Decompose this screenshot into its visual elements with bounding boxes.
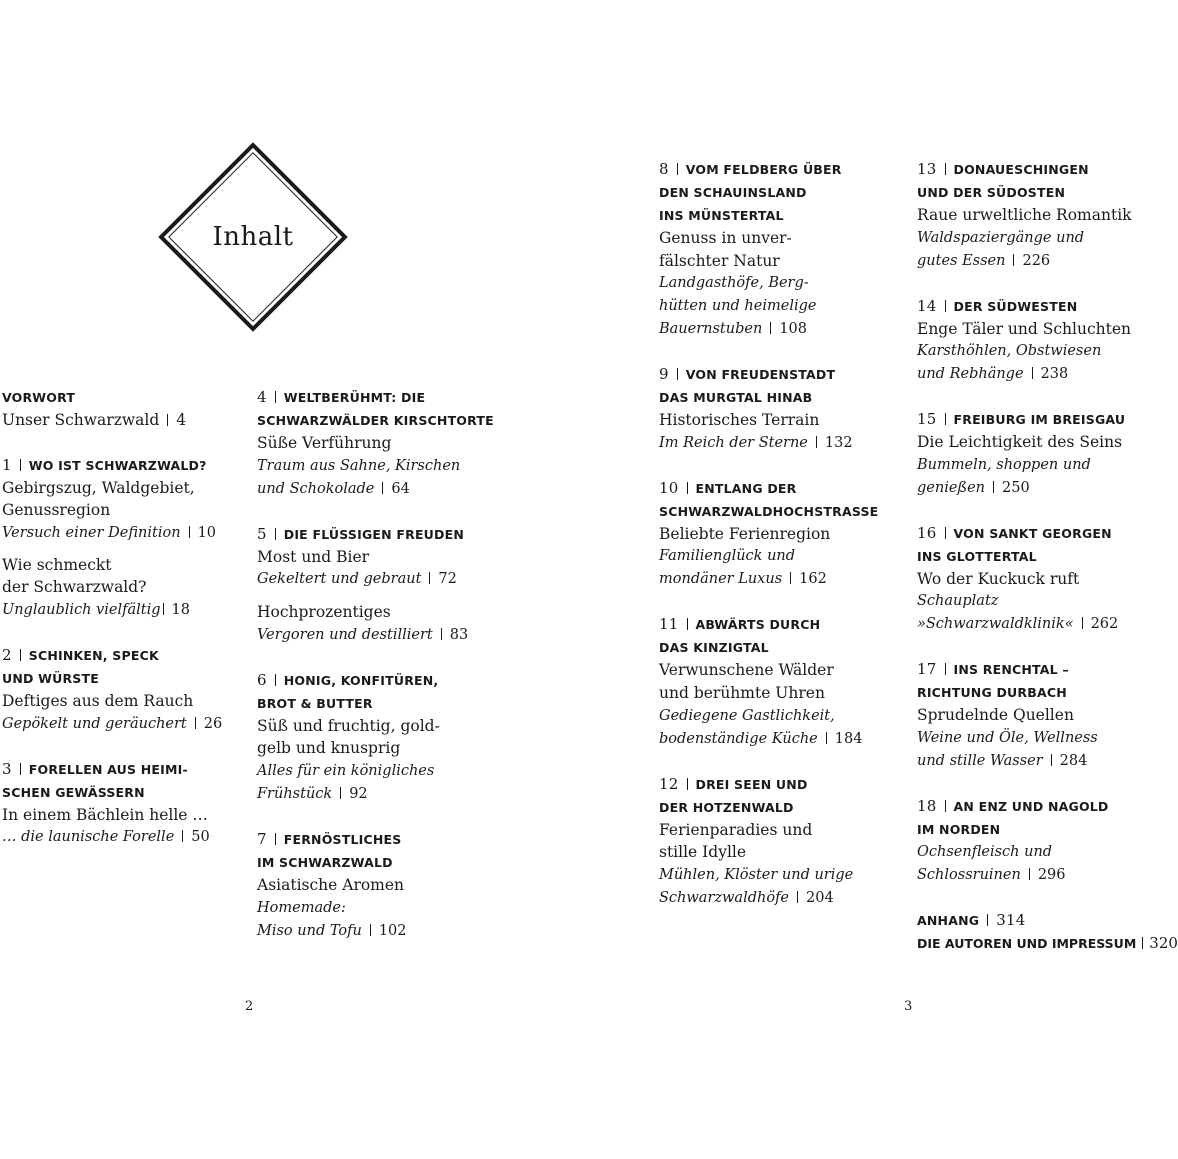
- entry-title: Wo der Kuckuck ruft: [917, 569, 1080, 588]
- entry-heading: 14 DER SÜDWESTEN: [917, 296, 1078, 315]
- entry-heading: 12 DREI SEEN UND: [659, 774, 808, 793]
- toc-entry-8[interactable]: [659, 158, 878, 341]
- entry-title: Most und Bier: [257, 547, 370, 566]
- entry-title: Raue urweltliche Romantik: [917, 206, 1132, 224]
- toc-entry-13[interactable]: [917, 158, 1178, 273]
- entry-heading: IM SCHWARZWALD: [257, 854, 393, 870]
- entry-subtitle-line: Schlossruinen 296: [917, 866, 1066, 883]
- entry-title: fälschter Natur: [659, 251, 780, 270]
- page-number: 262: [1090, 616, 1119, 633]
- entry-heading: 8 VOM FELDBERG ÜBER: [659, 160, 842, 178]
- entry-subtitle-line: Vergoren und destilliert 83: [257, 626, 469, 643]
- toc-entry-1[interactable]: [2, 454, 222, 545]
- entry-heading: ANHANG 314: [917, 910, 1026, 929]
- entry-title: Historisches Terrain: [659, 411, 820, 430]
- entry-title: Wie schmeckt: [2, 555, 112, 574]
- entry-heading: RICHTUNG DURBACH: [917, 685, 1067, 701]
- entry-heading: INS GLOTTERTAL: [917, 548, 1037, 564]
- separator-bar: [429, 572, 430, 584]
- separator-bar: [195, 717, 196, 729]
- toc-entry-11[interactable]: [659, 613, 878, 750]
- entry-title: Asiatische Aromen: [257, 875, 405, 894]
- separator-bar: [770, 322, 771, 334]
- page-number: 102: [378, 922, 407, 939]
- separator-bar: [1051, 754, 1052, 766]
- entry-subtitle-line: Bauernstuben 108: [659, 321, 807, 338]
- entry-subtitle-line: mondäner Luxus 162: [659, 571, 827, 588]
- entry-title: und berühmte Uhren: [659, 683, 825, 702]
- page-number: 250: [1002, 479, 1030, 496]
- entry-subtitle-line: Versuch einer Definition 10: [2, 524, 217, 541]
- separator-bar: [987, 914, 988, 926]
- entry-subtitle: hütten und heimelige: [659, 298, 817, 315]
- toc-entry-3[interactable]: [2, 758, 222, 850]
- separator-bar: [797, 891, 798, 903]
- page-number: 132: [824, 434, 853, 451]
- toc-entry-1b[interactable]: [2, 554, 222, 622]
- page-number: 204: [806, 889, 834, 906]
- entry-subtitle-line: Miso und Tofu 102: [257, 922, 407, 939]
- separator-bar: [677, 163, 678, 175]
- entry-subtitle-line: Schwarzwaldhöfe 204: [659, 889, 834, 906]
- toc-column-4: [917, 158, 1178, 955]
- toc-column-3: [659, 158, 878, 910]
- page-number: 64: [391, 480, 410, 497]
- entry-heading: SCHWARZWALDHOCHSTRASSE: [659, 503, 879, 519]
- page-title: Inhalt: [212, 222, 294, 252]
- separator-bar: [20, 649, 21, 661]
- page-folio-left: 2: [245, 999, 254, 1014]
- entry-title: Hochprozentiges: [257, 603, 391, 622]
- entry-subtitle-line: Im Reich der Sterne 132: [659, 434, 853, 451]
- toc-entry-4[interactable]: [257, 386, 494, 501]
- separator-bar: [945, 800, 946, 812]
- entry-heading: 6 HONIG, KONFITÜREN,: [257, 670, 439, 689]
- toc-entry-5[interactable]: [257, 523, 494, 592]
- separator-bar: [163, 603, 164, 615]
- entry-title: Genuss in unver-: [659, 229, 792, 247]
- separator-bar: [1082, 617, 1083, 629]
- page-number: 238: [1040, 366, 1069, 383]
- entry-subtitle: Familienglück und: [659, 548, 796, 565]
- entry-subtitle: Waldspaziergänge und: [917, 229, 1085, 246]
- entry-title: Gebirgszug, Waldgebiet,: [2, 478, 195, 497]
- entry-title: gelb und knusprig: [257, 739, 401, 758]
- entry-subtitle-line: Gekeltert und gebraut 72: [257, 571, 457, 588]
- separator-bar: [945, 413, 946, 425]
- separator-bar: [275, 674, 276, 686]
- entry-title-line: Unser Schwarzwald 4: [2, 411, 187, 429]
- separator-bar: [826, 732, 827, 744]
- entry-heading: DEN SCHAUINSLAND: [659, 185, 807, 200]
- entry-title: stille Idylle: [659, 843, 747, 862]
- entry-heading: SCHEN GEWÄSSERN: [2, 784, 145, 800]
- separator-bar: [945, 527, 946, 539]
- entry-title: Genussregion: [2, 501, 111, 520]
- entry-heading: VORWORT: [2, 390, 76, 405]
- page-number: 10: [197, 524, 217, 541]
- page-folio-right: 3: [904, 999, 913, 1014]
- entry-heading: UND WÜRSTE: [2, 670, 99, 686]
- toc-entry-17[interactable]: [917, 658, 1178, 773]
- entry-subtitle: Mühlen, Klöster und urige: [659, 866, 854, 883]
- toc-entry-autoren[interactable]: [917, 932, 1178, 955]
- entry-title: Sprudelnde Quellen: [917, 706, 1074, 725]
- separator-bar: [687, 482, 688, 494]
- separator-bar: [167, 414, 168, 426]
- entry-heading: DIE AUTOREN UND IMPRESSUM 320: [917, 933, 1178, 952]
- entry-subtitle-line: und stille Wasser 284: [917, 752, 1088, 769]
- page-number: 50: [191, 829, 210, 846]
- page-number: 92: [349, 785, 368, 802]
- separator-bar: [182, 830, 183, 842]
- entry-subtitle-line: genießen 250: [917, 479, 1030, 496]
- entry-heading: 11 ABWÄRTS DURCH: [659, 615, 821, 634]
- entry-title: Beliebte Ferienregion: [659, 524, 831, 543]
- entry-subtitle-line: gutes Essen 226: [917, 252, 1051, 269]
- toc-entry-9[interactable]: [659, 363, 878, 455]
- separator-bar: [1032, 367, 1033, 379]
- entry-heading: 17 INS RENCHTAL –: [917, 660, 1069, 679]
- entry-heading: 18 AN ENZ UND NAGOLD: [917, 796, 1109, 815]
- separator-bar: [382, 482, 383, 494]
- entry-subtitle: Ochsenfleisch und: [917, 843, 1053, 860]
- entry-title: Ferienparadies und: [659, 820, 813, 839]
- separator-bar: [1013, 254, 1014, 266]
- separator-bar: [189, 526, 190, 538]
- entry-heading: DER HOTZENWALD: [659, 799, 794, 815]
- separator-bar: [816, 436, 817, 448]
- entry-heading: 1 WO IST SCHWARZWALD?: [2, 455, 207, 474]
- separator-bar: [1142, 937, 1143, 949]
- separator-bar: [993, 481, 994, 493]
- entry-subtitle: Schauplatz: [917, 593, 999, 610]
- toc-entry-5b[interactable]: [257, 601, 494, 647]
- entry-title: Enge Täler und Schluchten: [917, 319, 1132, 338]
- toc-entry-10[interactable]: [659, 477, 878, 592]
- entry-title: Die Leichtigkeit des Seins: [917, 433, 1123, 452]
- separator-bar: [370, 924, 371, 936]
- toc-column-2: [257, 386, 494, 943]
- page-number: 296: [1037, 866, 1066, 883]
- page-number: 83: [449, 626, 469, 643]
- entry-subtitle-line: und Rebhänge 238: [917, 366, 1069, 383]
- toc-entry-7[interactable]: [257, 828, 494, 943]
- entry-heading: BROT & BUTTER: [257, 695, 373, 711]
- entry-title: Verwunschene Wälder: [659, 661, 834, 680]
- toc-entry-18[interactable]: [917, 795, 1178, 887]
- toc-entry-12[interactable]: [659, 773, 878, 910]
- entry-title: Süß und fruchtig, gold-: [257, 716, 440, 735]
- page-number: 162: [799, 571, 827, 588]
- entry-heading: 15 FREIBURG IM BREISGAU: [917, 410, 1126, 429]
- entry-subtitle: Gediegene Gastlichkeit,: [659, 707, 835, 724]
- entry-subtitle-line: und Schokolade 64: [257, 480, 410, 497]
- entry-heading: 4 WELTBERÜHMT: DIE: [257, 388, 426, 406]
- entry-heading: 9 VON FREUDENSTADT: [659, 365, 836, 384]
- page-number: 4: [176, 411, 187, 429]
- page-number: 284: [1059, 752, 1088, 769]
- separator-bar: [441, 628, 442, 640]
- separator-bar: [945, 300, 946, 312]
- page-number: 108: [779, 321, 807, 338]
- entry-heading: 13 DONAUESCHINGEN: [917, 160, 1089, 178]
- entry-heading: 3 FORELLEN AUS HEIMI-: [2, 759, 188, 778]
- page-number: 320: [1149, 933, 1178, 952]
- separator-bar: [275, 833, 276, 845]
- entry-subtitle-line: Frühstück 92: [257, 785, 368, 802]
- entry-heading: UND DER SÜDOSTEN: [917, 185, 1066, 200]
- entry-subtitle-line: bodenständige Küche 184: [659, 730, 863, 747]
- separator-bar: [677, 368, 678, 380]
- toc-column-1: [2, 386, 222, 849]
- entry-heading: INS MÜNSTERTAL: [659, 208, 784, 223]
- entry-heading: 5 DIE FLÜSSIGEN FREUDEN: [257, 524, 465, 543]
- entry-title: In einem Bächlein helle …: [2, 805, 208, 824]
- page-number: 72: [438, 571, 457, 588]
- entry-subtitle-line: Gepökelt und geräuchert 26: [2, 715, 223, 732]
- page-number: 314: [996, 910, 1026, 929]
- entry-subtitle: Bummeln, shoppen und: [917, 456, 1091, 473]
- entry-heading: DAS KINZIGTAL: [659, 640, 769, 656]
- page-number: 226: [1022, 252, 1051, 269]
- separator-bar: [340, 787, 341, 799]
- entry-heading: 10 ENTLANG DER: [659, 478, 797, 497]
- separator-bar: [20, 459, 21, 471]
- entry-heading: DAS MURGTAL HINAB: [659, 390, 813, 406]
- entry-subtitle-line: »Schwarzwaldklinik« 262: [917, 616, 1119, 633]
- entry-subtitle: Alles für ein königliches: [257, 762, 435, 779]
- separator-bar: [687, 778, 688, 790]
- entry-heading: IM NORDEN: [917, 821, 1001, 837]
- entry-subtitle-line: … die launische Forelle 50: [2, 829, 210, 846]
- toc-entry-anhang[interactable]: [917, 909, 1178, 932]
- page-number: 18: [171, 601, 190, 618]
- entry-subtitle: Traum aus Sahne, Kirschen: [257, 457, 461, 474]
- separator-bar: [945, 663, 946, 675]
- entry-heading: 2 SCHINKEN, SPECK: [2, 645, 159, 664]
- entry-title: Deftiges aus dem Rauch: [2, 691, 194, 710]
- entry-subtitle: Karsthöhlen, Obstwiesen: [917, 343, 1102, 360]
- entry-subtitle-line: Unglaublich vielfältig 18: [2, 601, 190, 618]
- toc-entry-16[interactable]: [917, 522, 1178, 637]
- toc-entry-14[interactable]: [917, 295, 1178, 387]
- toc-entry-2[interactable]: [2, 644, 222, 736]
- toc-entry-6[interactable]: [257, 669, 494, 806]
- separator-bar: [1029, 868, 1030, 880]
- toc-entry-vorwort[interactable]: [2, 386, 222, 432]
- entry-title: Süße Verführung: [257, 434, 392, 452]
- entry-heading: SCHWARZWÄLDER KIRSCHTORTE: [257, 413, 494, 428]
- entry-heading: 16 VON SANKT GEORGEN: [917, 523, 1112, 542]
- page-number: 26: [203, 715, 223, 732]
- entry-title: der Schwarzwald?: [2, 578, 147, 597]
- separator-bar: [20, 763, 21, 775]
- entry-subtitle: Weine und Öle, Wellness: [917, 729, 1098, 746]
- title-diamond: [158, 142, 348, 332]
- separator-bar: [275, 528, 276, 540]
- separator-bar: [275, 391, 276, 403]
- page-number: 184: [834, 730, 863, 747]
- separator-bar: [687, 618, 688, 630]
- entry-heading: 7 FERNÖSTLICHES: [257, 829, 402, 848]
- toc-entry-15[interactable]: [917, 408, 1178, 500]
- separator-bar: [790, 572, 791, 584]
- entry-subtitle: Homemade:: [257, 899, 346, 916]
- entry-subtitle: Landgasthöfe, Berg-: [659, 275, 809, 292]
- separator-bar: [945, 163, 946, 175]
